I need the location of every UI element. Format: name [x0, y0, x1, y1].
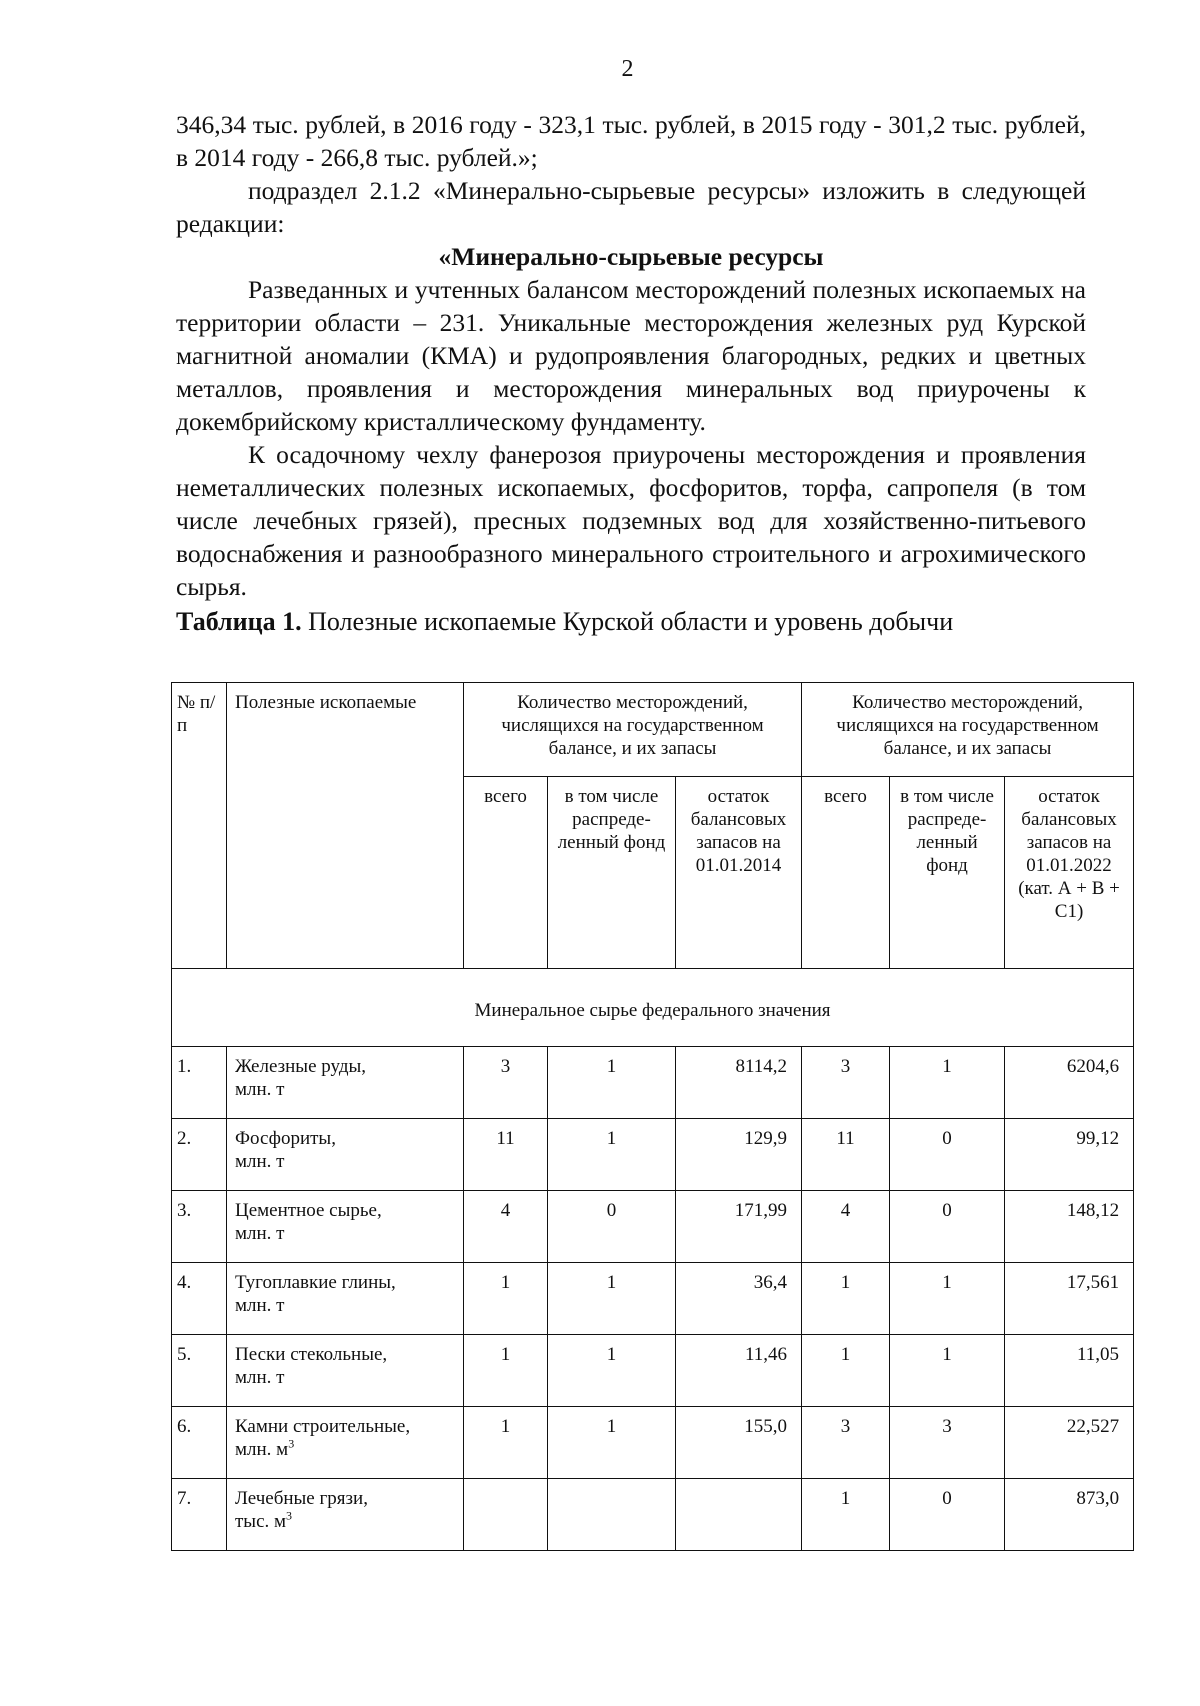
header-distributed-2014: в том числе распреде-ленный фонд: [548, 777, 676, 969]
total-2014: [464, 1479, 548, 1551]
table-row: [172, 1119, 1134, 1191]
reserve-2014: [676, 1479, 802, 1551]
total-2022: 3: [802, 1047, 890, 1119]
distributed-2014: 1: [548, 1335, 676, 1407]
total-2022: 1: [802, 1479, 890, 1551]
header-total-2014: всего: [464, 777, 548, 969]
table-caption-text: Полезные ископаемые Курской области и уровень добычи: [301, 607, 954, 636]
row-number: 1.: [172, 1047, 227, 1119]
reserve-2014: 155,0: [676, 1407, 802, 1479]
table-row: [172, 1479, 1134, 1551]
table-row: [172, 1407, 1134, 1479]
distributed-2022: 0: [890, 1191, 1005, 1263]
total-2022: 11: [802, 1119, 890, 1191]
row-number: 7.: [172, 1479, 227, 1551]
table-row: [172, 1263, 1134, 1335]
mineral-name: Фосфориты,: [235, 1128, 336, 1149]
reserve-2014: 8114,2: [676, 1047, 802, 1119]
document-body: [176, 108, 1086, 638]
header-group-2022: Количество месторождений, числящихся на государственном балансе, и их запасы: [802, 683, 1134, 777]
mineral-name: Железные руды,: [235, 1056, 366, 1077]
section-heading: «Минерально-сырьевые ресурсы: [438, 242, 824, 271]
total-2014: 4: [464, 1191, 548, 1263]
table-body: [172, 1047, 1134, 1551]
distributed-2014: [548, 1479, 676, 1551]
mineral-unit: млн. т: [235, 1223, 285, 1244]
section-title: Минеральное сырье федерального значения: [172, 969, 1134, 1047]
header-mineral: Полезные ископаемые: [227, 683, 464, 969]
mineral-name: Камни строительные,: [235, 1416, 411, 1437]
distributed-2014: 0: [548, 1191, 676, 1263]
mineral-unit: млн. т: [235, 1295, 285, 1316]
row-number: 2.: [172, 1119, 227, 1191]
distributed-2014: 1: [548, 1119, 676, 1191]
reserve-2014: 129,9: [676, 1119, 802, 1191]
mineral-unit: млн. м: [235, 1439, 289, 1460]
row-mineral: [227, 1263, 464, 1335]
total-2022: 1: [802, 1335, 890, 1407]
table-caption: [176, 605, 1086, 638]
total-2022: 4: [802, 1191, 890, 1263]
reserve-2022: 17,561: [1005, 1263, 1134, 1335]
reserve-2022: 6204,6: [1005, 1047, 1134, 1119]
mineral-unit: млн. т: [235, 1151, 285, 1172]
total-2014: 1: [464, 1335, 548, 1407]
paragraph-1: 346,34 тыс. рублей, в 2016 году - 323,1 тыс. рублей, в 2015 году - 301,2 тыс. рублей, в 2014 году - 266,8 тыс. рублей.»;: [176, 110, 1086, 172]
total-2022: 3: [802, 1407, 890, 1479]
mineral-unit: тыс. м: [235, 1511, 287, 1532]
reserve-2022: 148,12: [1005, 1191, 1134, 1263]
mineral-name: Пески стекольные,: [235, 1344, 388, 1365]
reserve-2014: 171,99: [676, 1191, 802, 1263]
mineral-name: Цементное сырье,: [235, 1200, 382, 1221]
total-2022: 1: [802, 1263, 890, 1335]
total-2014: 1: [464, 1263, 548, 1335]
mineral-unit: млн. т: [235, 1079, 285, 1100]
mineral-name: Лечебные грязи,: [235, 1488, 368, 1509]
header-reserve-2022: остаток балансовых запасов на 01.01.2022 (кат. А + В + С1): [1005, 777, 1134, 969]
table-header-row: [172, 683, 1134, 777]
reserve-2014: 11,46: [676, 1335, 802, 1407]
table-row: [172, 1047, 1134, 1119]
distributed-2022: 1: [890, 1263, 1005, 1335]
distributed-2014: 1: [548, 1047, 676, 1119]
distributed-2022: 1: [890, 1047, 1005, 1119]
distributed-2022: 0: [890, 1479, 1005, 1551]
section-row: [172, 969, 1134, 1047]
mineral-unit: млн. т: [235, 1367, 285, 1388]
header-num: № п/п: [172, 683, 227, 969]
reserve-2022: 22,527: [1005, 1407, 1134, 1479]
header-reserve-2014: остаток балансовых запасов на 01.01.2014: [676, 777, 802, 969]
row-number: 6.: [172, 1407, 227, 1479]
table-row: [172, 1335, 1134, 1407]
row-number: 5.: [172, 1335, 227, 1407]
total-2014: 3: [464, 1047, 548, 1119]
paragraph-3: Разведанных и учтенных балансом месторождений полезных ископаемых на территории области – 231. Уникальные месторождения железных руд Курской магнитной аномалии (КМА) и рудопроявления благородных, редких и цветных металлов, проявления и месторождения минеральных вод приурочены к докембрийскому кристаллическому фундаменту.: [176, 275, 1086, 436]
reserve-2022: 99,12: [1005, 1119, 1134, 1191]
distributed-2022: 0: [890, 1119, 1005, 1191]
row-mineral: [227, 1119, 464, 1191]
reserve-2022: 873,0: [1005, 1479, 1134, 1551]
header-distributed-2022: в том числе распреде-ленный фонд: [890, 777, 1005, 969]
minerals-table: [171, 682, 1134, 1551]
row-mineral: [227, 1335, 464, 1407]
header-total-2022: всего: [802, 777, 890, 969]
total-2014: 1: [464, 1407, 548, 1479]
paragraph-2: подраздел 2.1.2 «Минерально-сырьевые ресурсы» изложить в следующей редакции:: [176, 176, 1086, 238]
table-row: [172, 1191, 1134, 1263]
page-number: 2: [621, 56, 634, 82]
distributed-2022: 1: [890, 1335, 1005, 1407]
total-2014: 11: [464, 1119, 548, 1191]
distributed-2014: 1: [548, 1407, 676, 1479]
reserve-2022: 11,05: [1005, 1335, 1134, 1407]
unit-superscript: 3: [288, 1436, 295, 1451]
row-mineral: [227, 1407, 464, 1479]
row-mineral: [227, 1479, 464, 1551]
reserve-2014: 36,4: [676, 1263, 802, 1335]
row-mineral: [227, 1191, 464, 1263]
header-group-2014: Количество месторождений, числящихся на государственном балансе, и их запасы: [464, 683, 802, 777]
row-number: 3.: [172, 1191, 227, 1263]
mineral-name: Тугоплавкие глины,: [235, 1272, 396, 1293]
distributed-2022: 3: [890, 1407, 1005, 1479]
row-number: 4.: [172, 1263, 227, 1335]
paragraph-4: К осадочному чехлу фанерозоя приурочены месторождения и проявления неметаллических полезных ископаемых, фосфоритов, торфа, сапропеля (в том числе лечебных грязей), пресных подземных вод для хозяйственно-питьевого водоснабжения и разнообразного минерального строительного и агрохимического сырья.: [176, 440, 1086, 601]
table-caption-label: Таблица 1.: [176, 607, 302, 636]
unit-superscript: 3: [286, 1508, 293, 1523]
row-mineral: [227, 1047, 464, 1119]
distributed-2014: 1: [548, 1263, 676, 1335]
